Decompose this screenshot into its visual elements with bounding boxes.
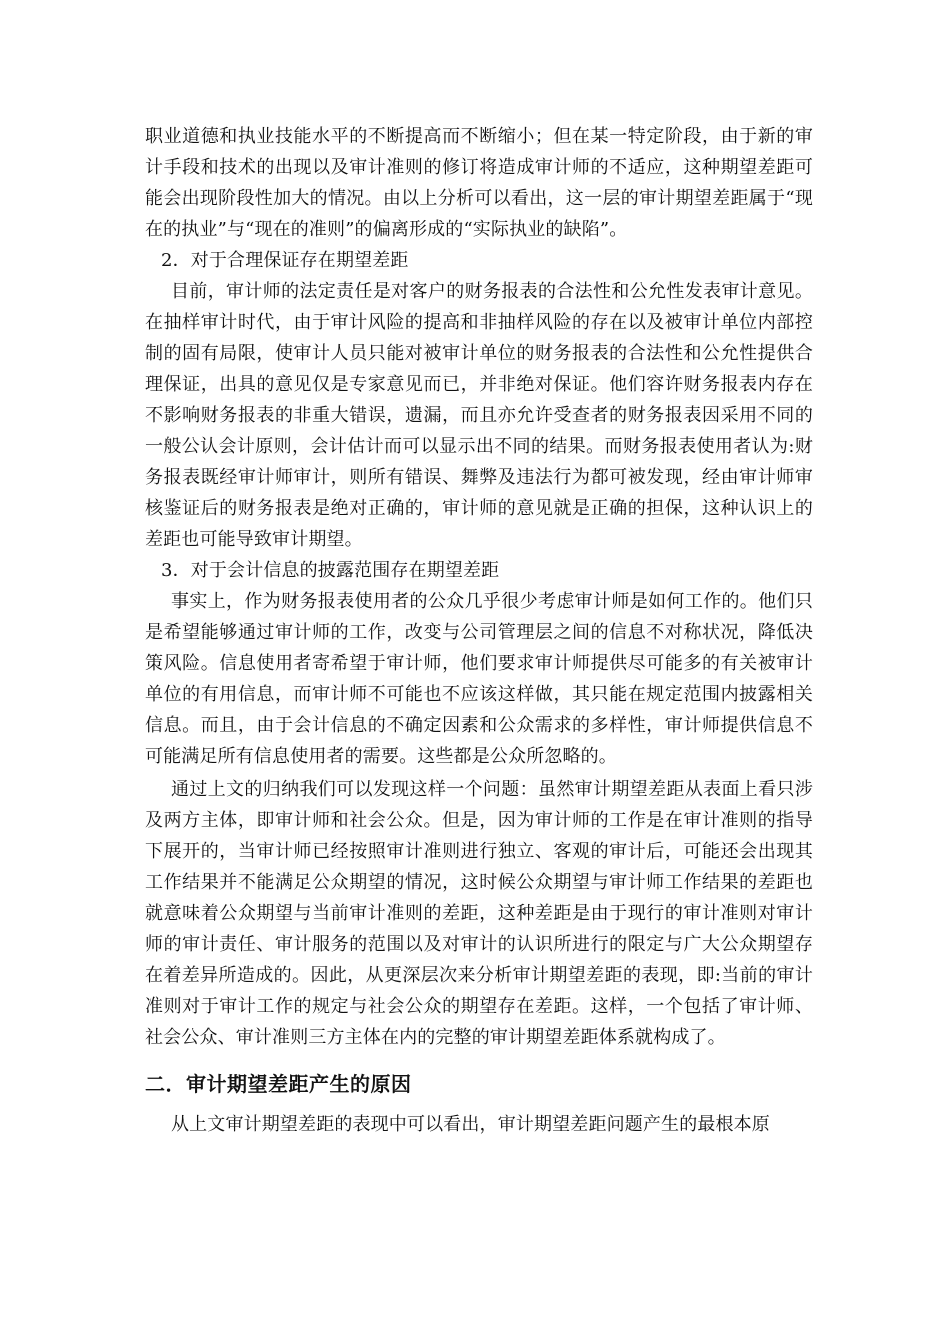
subheading-disclosure-scope: 3．对于会计信息的披露范围存在期望差距	[161, 560, 500, 581]
document-page	[145, 121, 813, 1140]
paragraph-disclosure-scope: 事实上，作为财务报表使用者的公众几乎很少考虑审计师是如何工作的。他们只是希望能够通过审计师的工作，改变与公司管理层之间的信息不对称状况，降低决策风险。信息使用者寄希望于审计师，他们要求审计师提供尽可能多的有关被审计单位的有用信息，而审计师不可能也不应该这样做，其只能在规定范围内披露相关信息。而且，由于会计信息的不确定因素和公众需求的多样性，审计师提供信息不可能满足所有信息使用者的需要。这些都是公众所忽略的。	[145, 591, 813, 767]
paragraph-summary: 通过上文的归纳我们可以发现这样一个问题：虽然审计期望差距从表面上看只涉及两方主体，即审计师和社会公众。但是，因为审计师的工作是在审计准则的指导下展开的，当审计师已经按照审计准则进行独立、客观的审计后，可能还会出现其工作结果并不能满足公众期望的情况，这时候公众期望与审计师工作结果的差距也就意味着公众期望与当前审计准则的差距，这种差距是由于现行的审计准则对审计师的审计责任、审计服务的范围以及对审计的认识所进行的限定与广大公众期望存在着差异所造成的。因此，从更深层次来分析审计期望差距的表现，即:当前的审计准则对于审计工作的规定与社会公众的期望存在差距。这样，一个包括了审计师、社会公众、审计准则三方主体在内的完整的审计期望差距体系就构成了。	[145, 779, 813, 1048]
paragraph-causes-intro: 从上文审计期望差距的表现中可以看出，审计期望差距问题产生的最根本原	[171, 1114, 770, 1135]
subheading-reasonable-assurance: 2．对于合理保证存在期望差距	[161, 250, 409, 271]
section-heading-causes: 二．审计期望差距产生的原因	[145, 1072, 412, 1096]
paragraph-reasonable-assurance: 目前，审计师的法定责任是对客户的财务报表的合法性和公允性发表审计意见。在抽样审计时代，由于审计风险的提高和非抽样风险的存在以及被审计单位内部控制的固有局限，使审计人员只能对被审计单位的财务报表的合法性和公允性提供合理保证，出具的意见仅是专家意见而已，并非绝对保证。他们容许财务报表内存在不影响财务报表的非重大错误，遗漏，而且亦允许受查者的财务报表因采用不同的一般公认会计原则，会计估计而可以显示出不同的结果。而财务报表使用者认为:财务报表既经审计师审计，则所有错误、舞弊及违法行为都可被发现，经由审计师审核鉴证后的财务报表是绝对正确的，审计师的意见就是正确的担保，这种认识上的差距也可能导致审计期望。	[145, 281, 813, 550]
paragraph-continuation: 职业道德和执业技能水平的不断提高而不断缩小；但在某一特定阶段，由于新的审计手段和技术的出现以及审计准则的修订将造成审计师的不适应，这种期望差距可能会出现阶段性加大的情况。由以上分析可以看出，这一层的审计期望差距属于“现在的执业”与“现在的准则”的偏离形成的“实际执业的缺陷”。	[145, 126, 813, 240]
